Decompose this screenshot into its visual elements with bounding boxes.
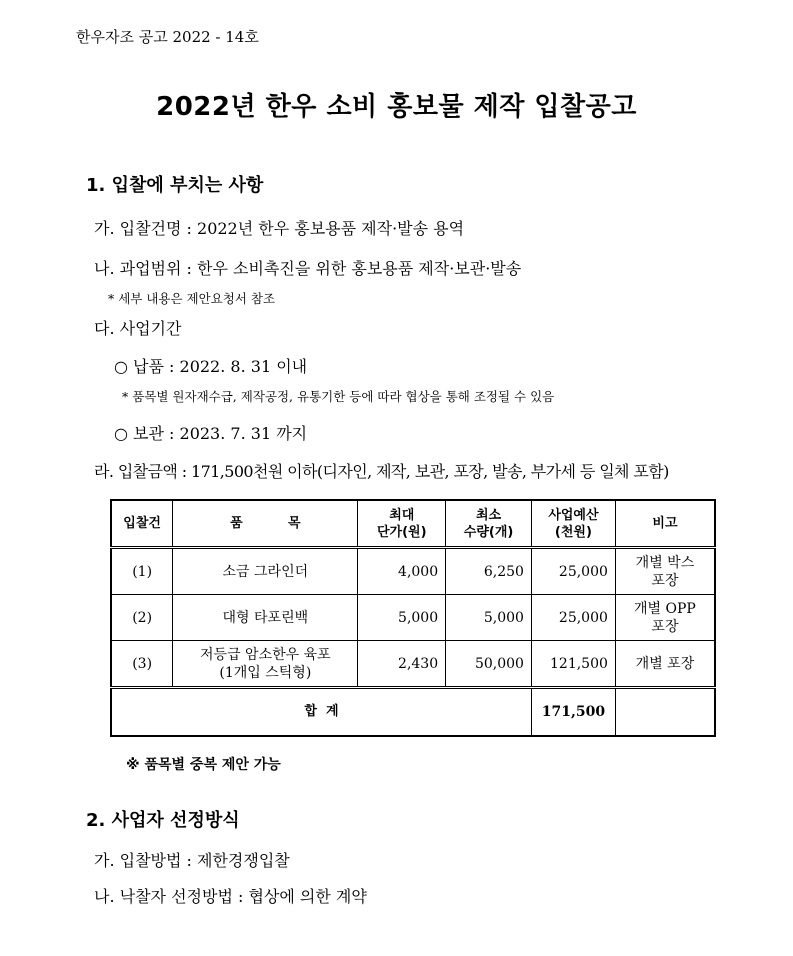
table-row: [111, 595, 715, 641]
table-total-row: [111, 688, 715, 737]
selection-method-item: 나. 낙찰자 선정방법 : 협상에 의한 계약: [94, 887, 367, 906]
delivery-item: ○ 납품 : 2022. 8. 31 이내: [114, 357, 308, 376]
row-item: [173, 641, 358, 688]
section1-heading: 1. 입찰에 부치는 사항: [86, 175, 264, 196]
row-remarks: [615, 595, 715, 641]
row-price: 4,000: [358, 548, 446, 595]
scope-item: 나. 과업범위 : 한우 소비촉진을 위한 홍보용품 제작·보관·발송: [94, 259, 522, 278]
total-label: 합 계: [111, 688, 531, 737]
header-max-price: [358, 500, 446, 548]
header-budget-line1: 사업예산: [548, 507, 599, 523]
row-qty: 50,000: [446, 641, 532, 688]
header-max-price-line2: 단가(원): [377, 524, 427, 540]
row-qty: 6,250: [446, 548, 532, 595]
scope-note: * 세부 내용은 제안요청서 참조: [108, 291, 276, 306]
row-lot: (2): [111, 595, 173, 641]
total-budget: 171,500: [531, 688, 615, 737]
row-remarks-line2: 포장: [651, 618, 679, 635]
bid-amount-item: 라. 입찰금액 : 171,500천원 이하(디자인, 제작, 보관, 포장, 발송, 부가세 등 일체 포함): [94, 462, 669, 481]
row-remarks: 개별 포장: [615, 641, 715, 688]
notice-number: 한우자조 공고 2022 - 14호: [76, 28, 259, 46]
row-remarks-line1: 개별 박스: [635, 554, 695, 571]
row-remarks-line1: 개별 OPP: [634, 600, 696, 617]
row-budget: 121,500: [531, 641, 615, 688]
delivery-note: * 품목별 원자재수급, 제작공정, 유통기한 등에 따라 협상을 통해 조정될 수 있음: [122, 389, 555, 404]
header-max-price-line1: 최대: [389, 507, 415, 523]
row-item-line2: (1개입 스틱형): [219, 664, 312, 681]
header-item: 품 목: [173, 500, 358, 548]
period-item: 다. 사업기간: [94, 319, 182, 338]
row-budget: 25,000: [531, 595, 615, 641]
row-budget: 25,000: [531, 548, 615, 595]
table-row: [111, 548, 715, 595]
row-item: 대형 타포린백: [173, 595, 358, 641]
row-qty: 5,000: [446, 595, 532, 641]
row-price: 5,000: [358, 595, 446, 641]
row-price: 2,430: [358, 641, 446, 688]
row-item-line1: 저등급 암소한우 육포: [200, 646, 331, 663]
header-min-qty: [446, 500, 532, 548]
bid-table: [110, 499, 716, 737]
header-min-qty-line2: 수량(개): [463, 524, 514, 540]
header-budget: [531, 500, 615, 548]
table-row: [111, 641, 715, 688]
total-remarks: [615, 688, 715, 737]
row-remarks-line2: 포장: [651, 572, 679, 589]
storage-item: ○ 보관 : 2023. 7. 31 까지: [114, 424, 308, 443]
section2-heading: 2. 사업자 선정방식: [86, 810, 240, 831]
header-budget-line2: (천원): [554, 524, 592, 540]
row-remarks: [615, 548, 715, 595]
row-item: 소금 그라인더: [173, 548, 358, 595]
row-lot: (3): [111, 641, 173, 688]
header-min-qty-line1: 최소: [475, 507, 502, 523]
duplicate-proposal-note: ※ 품목별 중복 제안 가능: [126, 757, 281, 773]
header-lot: 입찰건: [111, 500, 173, 548]
table-header-row: [111, 500, 715, 548]
bid-name-item: 가. 입찰건명 : 2022년 한우 홍보용품 제작·발송 용역: [94, 219, 465, 238]
row-lot: (1): [111, 548, 173, 595]
header-remarks: 비고: [615, 500, 715, 548]
page-title: 2022년 한우 소비 홍보물 제작 입찰공고: [156, 92, 637, 122]
bid-method-item: 가. 입찰방법 : 제한경쟁입찰: [94, 851, 290, 870]
